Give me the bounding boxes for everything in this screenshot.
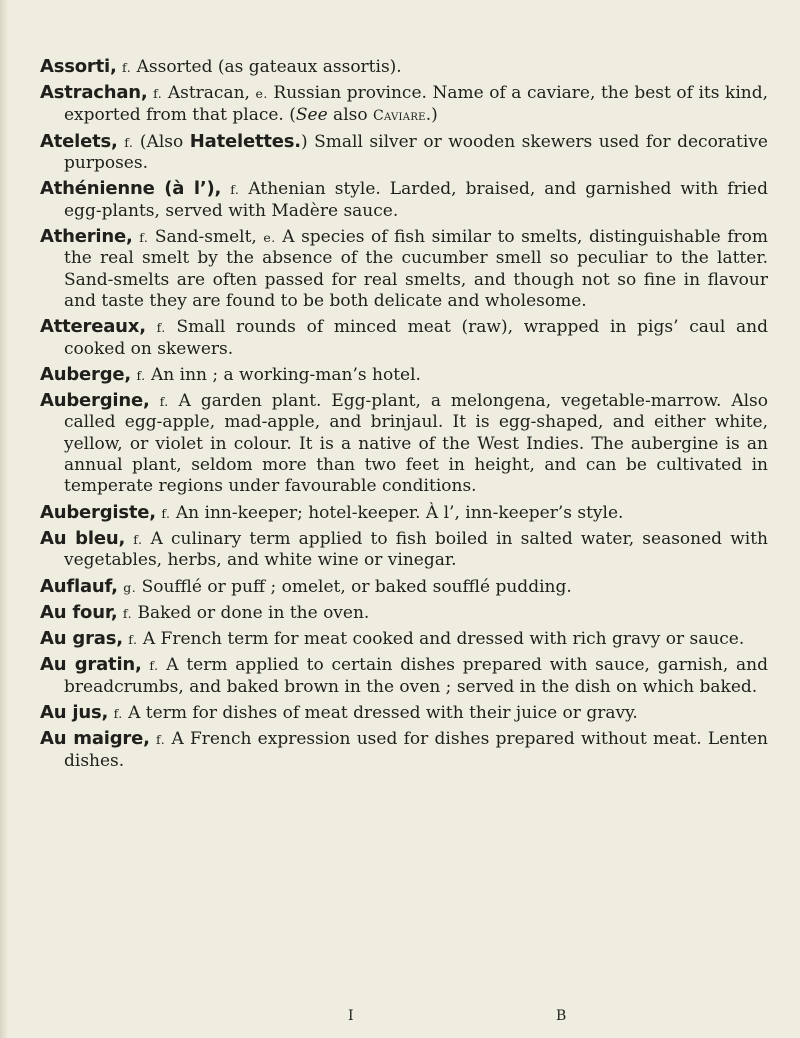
dictionary-entry	[40, 390, 768, 497]
entry-language-code: f.	[139, 230, 149, 246]
entry-headword: Athénienne (à l’),	[40, 178, 222, 200]
entry-definition-text: A French term for meat cooked and dressed with rich gravy or sauce.	[137, 629, 745, 650]
entry-language-code: f.	[124, 134, 134, 150]
entry-language-code: f.	[156, 732, 166, 748]
entry-headword: Au jus,	[40, 702, 109, 724]
dictionary-entry	[40, 316, 768, 360]
entry-language-code: e.	[255, 86, 268, 102]
entry-definition-text: A garden plant. Egg-plant, a melongena, vegetable-marrow. Also called egg-apple, mad-apple, and brinjaul. It is egg-shaped, and either white, yellow, or violet in colour. It is a native of the West Indies. The aubergine is an annual plant, seldom more than two feet in height, and can be cultivated in temperate regions under favourable conditions.	[64, 391, 768, 497]
entry-definition-text: Athenian style. Larded, braised, and garnished with fried egg-plants, served with Madère sauce.	[64, 179, 769, 221]
dictionary-entry	[40, 82, 768, 127]
entry-definition-text: A term applied to certain dishes prepared with sauce, garnish, and breadcrumbs, and baked brown in the oven ; served in the dish on which baked.	[64, 655, 768, 697]
entry-language-code: f.	[136, 367, 146, 383]
dictionary-entry	[40, 226, 768, 312]
entry-alternate-headword: Hatelettes.	[189, 130, 301, 152]
entry-headword: Aubergine,	[40, 390, 150, 412]
entry-definition-text: Baked or done in the oven.	[132, 602, 370, 623]
entry-language-code: f.	[133, 531, 143, 547]
entry-headword: Auflauf,	[40, 575, 118, 597]
entry-definition-text: Assorted (as gateaux assortis).	[131, 57, 402, 77]
entry-language-code: f.	[128, 632, 138, 648]
entry-headword: Assorti,	[40, 56, 117, 77]
dictionary-entry	[40, 602, 768, 624]
entry-headword: Auberge,	[40, 363, 132, 385]
dictionary-entry	[40, 528, 768, 572]
entry-language-code: f.	[122, 605, 133, 621]
entry-definition-text: An inn-keeper; hotel-keeper. À l’, inn-keeper’s style.	[170, 502, 624, 523]
entry-language-code: f.	[149, 658, 159, 674]
entry-definition-text: .)	[425, 104, 438, 125]
entry-headword: Attereaux,	[40, 316, 146, 338]
page-edge-shadow	[0, 0, 8, 1038]
dictionary-entry	[40, 576, 768, 598]
entry-language-code: f.	[230, 182, 240, 198]
entry-headword: Atherine,	[40, 226, 133, 248]
entry-headword: Au gratin,	[40, 654, 142, 676]
dictionary-entry	[40, 628, 768, 650]
dictionary-entry	[40, 131, 768, 175]
entry-headword: Au gras,	[40, 628, 123, 650]
entry-language-code: f.	[161, 505, 171, 521]
dictionary-entry	[40, 56, 768, 78]
entry-headword: Atelets,	[40, 130, 118, 152]
entry-definition-text: A culinary term applied to fish boiled in salted water, seasoned with vegetables, herbs, and white wine or vinegar.	[64, 528, 768, 571]
entry-definition-text: ) Small silver or wooden skewers used for decorative purposes.	[64, 131, 768, 174]
entry-headword: Aubergiste,	[40, 501, 156, 523]
dictionary-entry	[40, 702, 768, 724]
entry-definition-text: Astracan,	[162, 83, 256, 104]
entry-definition-text: Soufflé or puff ; omelet, or baked soufflé pudding.	[136, 576, 572, 597]
dictionary-entry	[40, 654, 768, 698]
dictionary-page	[40, 56, 768, 776]
entry-definition-text: A French expression used for dishes prepared without meat. Lenten dishes.	[64, 729, 769, 771]
entry-language-code: f.	[159, 394, 169, 410]
entry-definition-text: Sand-smelt,	[148, 227, 264, 248]
entry-definition-text: Small rounds of minced meat (raw), wrapped in pigs’ caul and cooked on skewers.	[64, 317, 768, 359]
entry-definition-text: An inn ; a working-man’s hotel.	[145, 364, 421, 385]
page-footer	[0, 1008, 800, 1028]
entry-headword: Au maigre,	[40, 728, 150, 750]
entry-language-code: g.	[123, 579, 137, 595]
entry-headword: Au four,	[40, 601, 118, 623]
dictionary-entry	[40, 728, 768, 772]
entry-language-code: f.	[122, 60, 132, 75]
entry-headword: Astrachan,	[40, 82, 148, 104]
dictionary-entry	[40, 502, 768, 524]
entry-language-code: f.	[153, 86, 163, 102]
dictionary-entry	[40, 364, 768, 386]
cross-reference-see: See	[295, 104, 328, 125]
cross-reference-term: Caviare	[373, 107, 426, 124]
entry-headword: Au bleu,	[40, 527, 126, 549]
signature-mark-left: I	[348, 1008, 354, 1024]
entry-language-code: e.	[263, 230, 276, 246]
entry-language-code: f.	[113, 706, 123, 722]
entry-language-code: f.	[156, 320, 166, 336]
entry-definition-text: A term for dishes of meat dressed with their juice or gravy.	[122, 703, 638, 724]
entry-definition-text: also	[327, 104, 373, 125]
entry-definition-text: Russian province. Name of a caviare, the best of its kind, exported from that place. (	[64, 83, 768, 125]
signature-mark-right: B	[556, 1008, 567, 1024]
entry-definition-text: (Also	[133, 131, 190, 152]
entry-definition-text: A species of fish similar to smelts, distinguishable from the real smelt by the absence of the cucumber smell so peculiar to the latter. Sand-smelts are often passed for real smelts, and though not so fine in flavour and taste they are found to be both delicate and wholesome.	[64, 227, 768, 311]
dictionary-entry	[40, 178, 768, 222]
